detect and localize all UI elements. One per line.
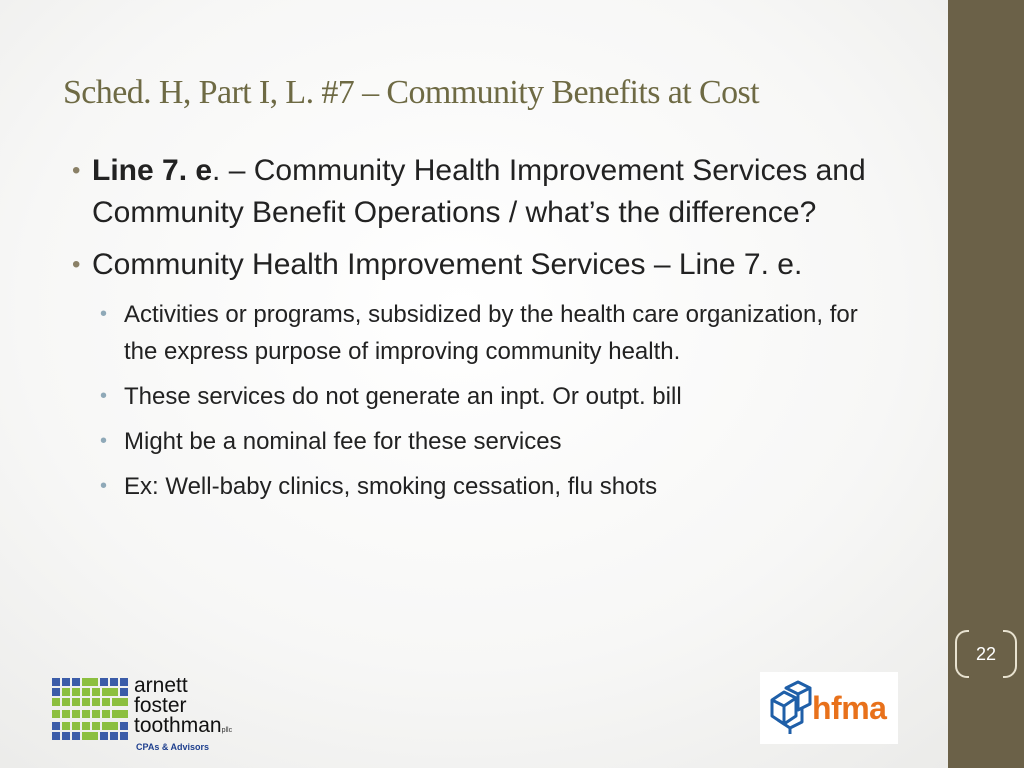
bullet-icon: • — [72, 157, 81, 184]
sub-bullet-text: Ex: Well-baby clinics, smoking cessation, flu shots — [124, 473, 658, 500]
aft-line-3: toothman — [134, 714, 222, 737]
sub-bullet — [100, 468, 892, 505]
bullet-chis — [72, 244, 892, 286]
bullet-text: Community Health Improvement Services – Line 7. e. — [92, 248, 803, 281]
sub-bullet — [100, 378, 892, 415]
page-number: 22 — [975, 644, 997, 664]
bullet-bold-label: Line 7. e — [92, 154, 213, 187]
bullet-line-7e — [72, 150, 892, 234]
sub-bullet-icon: • — [100, 303, 108, 325]
right-brace-icon — [1003, 630, 1017, 678]
bullet-text: . – Community Health Improvement Services and Community Benefit Operations / what’s the difference? — [92, 154, 866, 229]
bullet-icon: • — [72, 251, 81, 278]
sub-bullet-text: These services do not generate an inpt. Or outpt. bill — [124, 383, 682, 410]
sub-bullet-icon: • — [100, 475, 108, 497]
aft-line-2: foster — [134, 694, 187, 717]
aft-wordmark — [134, 676, 232, 741]
slide-title: Sched. H, Part I, L. #7 – Community Benefits at Cost — [63, 74, 759, 111]
aft-grid-icon — [50, 676, 130, 742]
sub-bullet-icon: • — [100, 430, 108, 452]
aft-tagline: CPAs & Advisors — [136, 742, 210, 752]
sub-bullet — [100, 296, 892, 370]
aft-line-1: arnett — [134, 674, 188, 697]
hfma-wordmark: hfma — [812, 690, 887, 726]
sub-bullet-text: Activities or programs, subsidized by the health care organization, for the express purpose of improving community health. — [124, 301, 858, 365]
sub-bullet-icon: • — [100, 385, 108, 407]
hfma-cube-icon — [766, 680, 816, 736]
sub-bullet-text: Might be a nominal fee for these services — [124, 428, 562, 455]
page-number-box — [955, 630, 1017, 680]
slide-content — [72, 150, 892, 513]
sub-bullet — [100, 423, 892, 460]
hfma-logo — [760, 672, 898, 744]
arnett-foster-toothman-logo — [50, 676, 280, 756]
aft-suffix: pllc — [221, 727, 233, 734]
